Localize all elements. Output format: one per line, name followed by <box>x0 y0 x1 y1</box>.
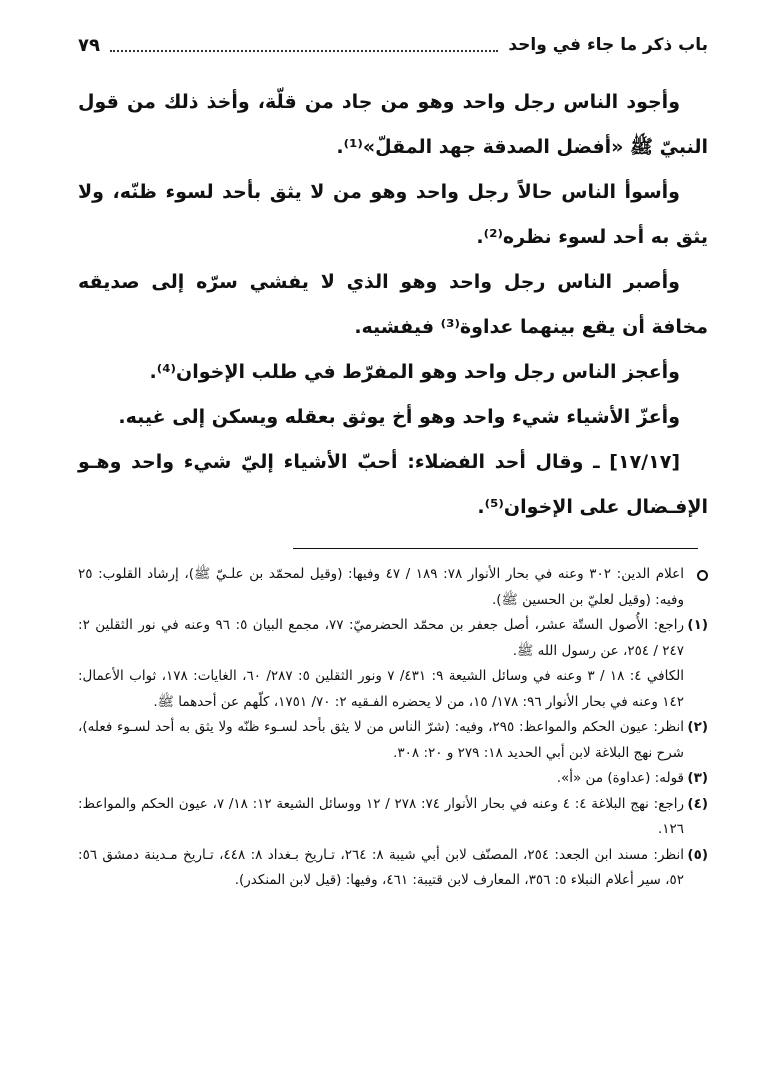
paragraph-worst: وأسوأ الناس حالاً رجل واحد وهو من لا يثق بأحد لسوء ظنّه، ولا يثق به أحد لسوء نظره⁽²⁾. <box>78 181 708 248</box>
circle-marker-icon <box>684 562 708 588</box>
footnote-3 <box>78 766 708 792</box>
footnote-1-text: راجع: الأُصول الستّة عشر، أصل جعفر بن محمّد الحضرميّ: ٧٧، مجمع البيان ٥: ٩٦ وعنه في نور الثقلين ٢: ٢٤٧ / ٢٥٤، عن رسول الله ﷺ. <box>78 617 685 659</box>
footnote-1-continuation: الكافي ٤: ١٨ / ٣ وعنه في وسائل الشيعة ٩: ٤٣١/ ٧ ونور الثقلين ٥: ٢٨٧/ ٦٠، الغايات: ١٧٨، ثواب الأعمال: ١٤٢ وعنه في بحار الأنوار ٩٦: ١٧٨/ ١٥، من لا يحضره الفـقيه ٢: ٧٠/ ١٧٥١، كلّهم عن أحدهما ﷺ. <box>78 668 685 710</box>
footnote-2-text: انظر: عيون الحكم والمواعظ: ٢٩٥، وفيه: (شرّ الناس من لا يثق بأحد لسـوء ظنّه ولا يثق به أحد لسـوء فعله)، شرح نهج البلاغة لابن أبي الحديد ١٨: ٢٧٩ و ٢٠: ٣٠٨. <box>78 719 684 761</box>
footnote-4 <box>78 792 708 843</box>
footnote-1 <box>78 613 708 664</box>
paragraph-hadith-17: [١٧/١٧] ـ وقال أحد الفضلاء: أحبّ الأشياء إليّ شيء واحد وهـو الإفـضال على الإخوان⁽⁵⁾. <box>78 451 708 518</box>
footnote-rule <box>293 548 698 549</box>
page-number: ٧٩ <box>78 34 100 56</box>
footnote-3-text: قوله: (عداوة) من «أ». <box>556 770 684 786</box>
footnote-5 <box>78 843 708 894</box>
footnote-5-marker: (٥) <box>687 846 708 863</box>
footnotes <box>78 562 708 894</box>
footnote-source <box>78 562 708 613</box>
running-head <box>78 30 708 60</box>
footnote-1-marker: (١) <box>687 617 708 633</box>
footnote-source-text: اعلام الدين: ٣٠٢ وعنه في بحار الأنوار ٧٨: ١٨٩ / ٤٧ وفيها: (وقيل لمحمّد بن علـيّ ﷺ)، إرشاد القلوب: ٢٥ وفيه: (وقيل لعليّ بن الحسين ﷺ). <box>78 566 684 608</box>
paragraph-patient: وأصبر الناس رجل واحد وهو الذي لا يفشي سرّه إلى صديقه مخافة أن يقع بينهما عداوة⁽³⁾ فيفشيه. <box>78 271 708 338</box>
chapter-title: باب ذكر ما جاء في واحد <box>508 35 708 55</box>
footnote-4-marker: (٤) <box>687 795 708 812</box>
paragraph-generous: وأجود الناس رجل واحد وهو من جاد من قلّة، وأخذ ذلك من قول النبيّ ﷺ «أفضل الصدقة جهد المقلّ»⁽¹⁾. <box>78 91 708 158</box>
paragraph-dearest: وأعزّ الأشياء شيء واحد وهو أخ يوثق بعقله ويسكن إلى غيبه. <box>118 406 680 428</box>
footnote-2 <box>78 715 708 766</box>
paragraph-weakest: وأعجز الناس رجل واحد وهو المفرّط في طلب الإخوان⁽⁴⁾. <box>149 361 680 383</box>
main-text <box>78 80 708 530</box>
footnote-5-text: انظر: مسند ابن الجعد: ٢٥٤، المصنّف لابن أبي شيبة ٨: ٢٦٤، تـاريخ بـغداد ٨: ٤٤٨، تـاريخ مـدينة دمشق ٥٦: ٥٢، سير أعلام النبلاء ٥: ٣٥٦، المعارف لابن قتيبة: ٤٦١، وفيها: (قيل لابن المنكدر). <box>78 846 684 888</box>
footnote-4-text: راجع: نهج البلاغة ٤: ٤ وعنه في بحار الأنوار ٧٤: ٢٧٨ / ١٢ ووسائل الشيعة ١٢: ١٨/ ٧، عيون الحكم والمواعظ: ١٢٦. <box>78 795 684 837</box>
footnote-2-marker: (٢) <box>687 719 708 735</box>
footnote-3-marker: (٣) <box>687 770 708 786</box>
dotted-leader <box>110 38 498 52</box>
